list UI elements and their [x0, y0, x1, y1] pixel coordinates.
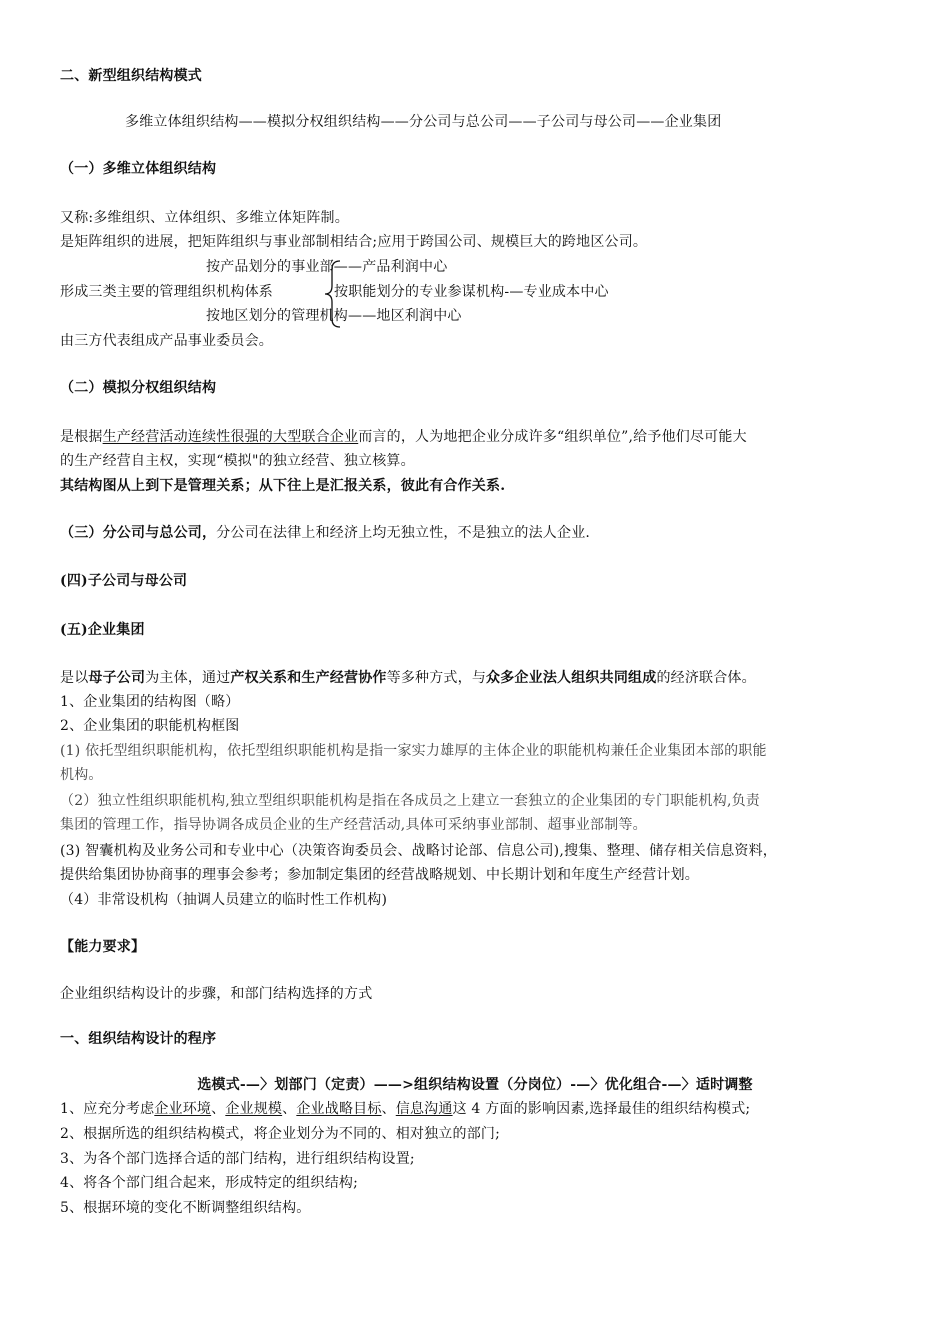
- sec5-item-3b: 提供给集团协协商事的理事会参考；参加制定集团的经营战略规划、中长期计划和年度生产经营计划。: [60, 867, 699, 883]
- sec3-text: 分公司在法律上和经济上均无独立性，不是独立的法人企业.: [216, 525, 591, 541]
- sec5-text: 为主体，通过: [145, 670, 231, 686]
- factor-enterprise-scale: 企业规模: [225, 1101, 283, 1117]
- factor-strategy-goal: 企业战略目标: [296, 1101, 382, 1117]
- sec5-item-1a: (1) 依托型组织职能机构，依托型组织职能机构是指一家实力雄厚的主体企业的职能机构兼任企业集团本部的职能: [60, 743, 767, 759]
- step-separator: 、: [211, 1101, 226, 1117]
- sec5-intro: [60, 668, 756, 688]
- sec5-item-2b: 集团的管理工作，指导协调各成员企业的生产经营活动,具体可采纳事业部制、超事业部制等。: [60, 817, 647, 833]
- sec5-item-4: （4）非常设机构（抽调人员建立的临时性工作机构): [60, 892, 388, 908]
- sec2-text: 而言的，人为地把企业分成许多“组织单位”,给予他们尽可能大: [358, 429, 747, 445]
- sec5-bold-phrase: 众多企业法人组织共同组成: [486, 670, 657, 686]
- sec5-item-1b: 机构。: [60, 767, 103, 783]
- section-heading-new-structure-modes: 二、新型组织结构模式: [60, 68, 202, 84]
- sec1-committee: 由三方代表组成产品事业委员会。: [60, 333, 273, 349]
- sec4-title: (四)子公司与母公司: [60, 573, 188, 589]
- ability-title: 【能力要求】: [60, 939, 146, 955]
- sec5-list-1: 1、企业集团的结构图（略）: [60, 694, 240, 710]
- procedure-step-1: [60, 1099, 750, 1119]
- sec2-text: 是根据: [60, 429, 103, 445]
- sec1-title: （一）多维立体组织结构: [60, 161, 217, 177]
- factor-enterprise-environment: 企业环境: [154, 1101, 212, 1117]
- sec5-bold-phrase: 产权关系和生产经营协作: [230, 670, 387, 686]
- sec1-item-function: 按职能划分的专业参谋机构-—专业成本中心: [334, 284, 609, 300]
- step-separator: 、: [381, 1101, 396, 1117]
- structure-mode-chain: 多维立体组织结构——模拟分权组织结构——分公司与总公司——子公司与母公司——企业集团: [125, 114, 722, 130]
- sec3-line: [60, 523, 590, 543]
- sec2-title: （二）模拟分权组织结构: [60, 380, 217, 396]
- sec2-relations: 其结构图从上到下是管理关系；从下往上是汇报关系，彼此有合作关系.: [60, 478, 506, 494]
- sec2-underlined-phrase: 生产经营活动连续性很强的大型联合企业: [102, 429, 359, 445]
- sec5-item-3a: (3) 智囊机构及业务公司和专业中心（决策咨询委员会、战略讨论部、信息公司),搜集、整理、储存相关信息资料，: [60, 843, 777, 859]
- sec5-item-2a: （2）独立性组织职能机构,独立型组织职能机构是指在各成员之上建立一套独立的企业集团的专门职能机构,负责: [60, 793, 761, 809]
- procedure-step-3: 3、为各个部门选择合适的部门结构，进行组织结构设置;: [60, 1151, 415, 1167]
- factor-information-communication: 信息沟通: [395, 1101, 453, 1117]
- sec2-paragraph-line1: [60, 427, 747, 447]
- step-text: 这 4 方面的影响因素,选择最佳的组织结构模式;: [452, 1101, 751, 1117]
- step-separator: 、: [282, 1101, 297, 1117]
- procedure-step-5: 5、根据环境的变化不断调整组织结构。: [60, 1200, 311, 1216]
- sec2-paragraph-line2: 的生产经营自主权，实现“模拟"的独立经营、独立核算。: [60, 453, 415, 469]
- sec5-text: 等多种方式，与: [386, 670, 487, 686]
- sec1-aka: 又称:多维组织、立体组织、多维立体矩阵制。: [60, 210, 349, 226]
- procedure-title: 一、组织结构设计的程序: [60, 1031, 217, 1047]
- step-text: 1、应充分考虑: [60, 1101, 155, 1117]
- procedure-step-4: 4、将各个部门组合起来，形成特定的组织结构;: [60, 1175, 359, 1191]
- sec5-text: 是以: [60, 670, 89, 686]
- sec1-system-label: 形成三类主要的管理组织机构体系: [60, 284, 273, 300]
- sec5-title: (五)企业集团: [60, 622, 145, 638]
- ability-text: 企业组织结构设计的步骤，和部门结构选择的方式: [60, 986, 373, 1002]
- sec3-title: （三）分公司与总公司，: [60, 525, 217, 541]
- procedure-flow: 选模式-—〉划部门（定责）——>组织结构设置（分岗位）-—〉优化组合-—〉适时调整: [197, 1077, 753, 1093]
- sec1-item-product: 按产品划分的事业部——产品利润中心: [206, 259, 448, 275]
- sec5-text: 的经济联合体。: [656, 670, 756, 686]
- sec5-list-2: 2、企业集团的职能机构框图: [60, 718, 240, 734]
- sec1-desc: 是矩阵组织的进展，把矩阵组织与事业部制相结合;应用于跨国公司、规模巨大的跨地区公司。: [60, 234, 648, 250]
- sec5-bold-phrase: 母子公司: [88, 670, 146, 686]
- sec1-item-region: 按地区划分的管理机构——地区利润中心: [206, 308, 462, 324]
- procedure-step-2: 2、根据所选的组织结构模式，将企业划分为不同的、相对独立的部门;: [60, 1126, 501, 1142]
